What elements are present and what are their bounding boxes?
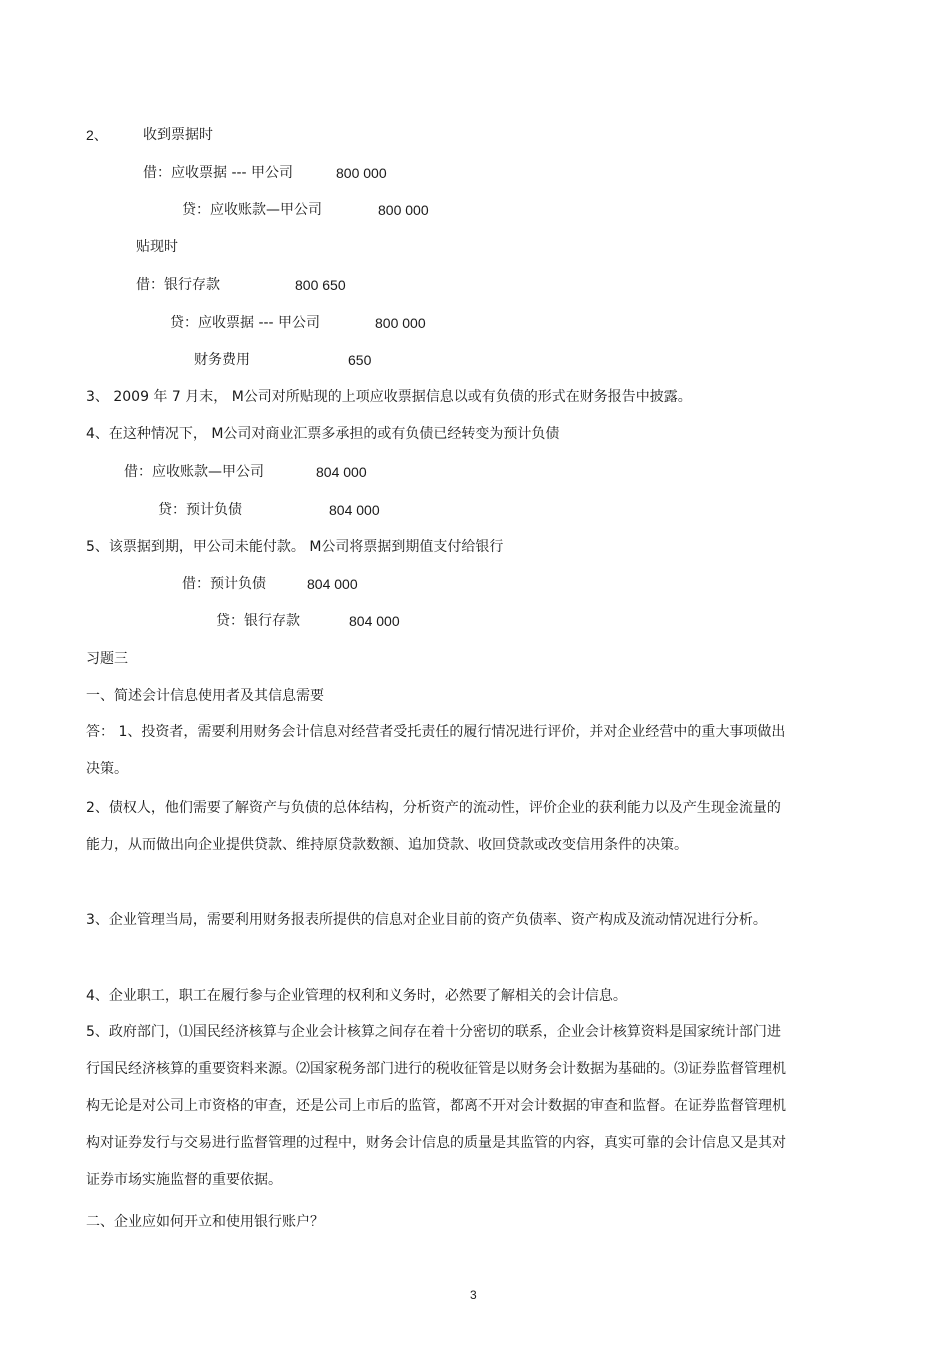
- journal-amount: 800 000: [378, 202, 429, 218]
- section-title: 习题三: [86, 651, 128, 667]
- journal-amount: 650: [348, 352, 372, 368]
- journal-amount: 800 000: [375, 315, 426, 331]
- page-number: 3: [470, 1288, 477, 1302]
- journal-amount: 804 000: [349, 613, 400, 629]
- journal-credit: 贷：银行存款: [216, 613, 300, 629]
- answer-paragraph: 4、企业职工，职工在履行参与企业管理的权利和义务时，必然要了解相关的会计信息。: [86, 988, 627, 1004]
- journal-credit: 贷：应收票据 --- 甲公司: [170, 315, 321, 331]
- question-heading: 一、简述会计信息使用者及其信息需要: [86, 688, 324, 704]
- section-label: 贴现时: [136, 239, 178, 255]
- journal-credit: 贷：应收账款—甲公司: [182, 202, 322, 218]
- journal-credit: 财务费用: [194, 352, 250, 368]
- journal-amount: 804 000: [316, 464, 367, 480]
- paragraph: 5、该票据到期，甲公司未能付款。 M公司将票据到期值支付给银行: [86, 539, 504, 555]
- question-heading: 二、企业应如何开立和使用银行账户？: [86, 1214, 324, 1230]
- answer-paragraph: 2、债权人，他们需要了解资产与负债的总体结构，分析资产的流动性，评价企业的获利能力以及产生现金流量的能力，从而做出向企业提供贷款、维持原贷款数额、追加贷款、收回贷款或改变信用条件的决策。: [86, 800, 781, 853]
- item-title: 收到票据时: [143, 127, 213, 143]
- answer-paragraph: 答： 1、投资者，需要利用财务会计信息对经营者受托责任的履行情况进行评价，并对企业经营中的重大事项做出决策。: [86, 724, 786, 777]
- journal-debit: 借：银行存款: [136, 277, 220, 293]
- journal-amount: 800 650: [295, 277, 346, 293]
- answer-paragraph: 3、企业管理当局，需要利用财务报表所提供的信息对企业目前的资产负债率、资产构成及流动情况进行分析。: [86, 912, 767, 928]
- journal-debit: 借：应收票据 --- 甲公司: [143, 165, 294, 181]
- answer-paragraph: 5、政府部门，⑴国民经济核算与企业会计核算之间存在着十分密切的联系，企业会计核算资料是国家统计部门进行国民经济核算的重要资料来源。⑵国家税务部门进行的税收征管是以财务会计数据为基础的。⑶证券监督管理机构无论是对公司上市资格的审查，还是公司上市后的监管，都离不开对会计数据的审查和监督。在证券监督管理机构对证券发行与交易进行监督管理的过程中，财务会计信息的质量是其监管的内容，真实可靠的会计信息又是其对证券市场实施监督的重要依据。: [86, 1024, 786, 1188]
- journal-amount: 804 000: [329, 502, 380, 518]
- journal-debit: 借：预计负债: [182, 576, 266, 592]
- journal-amount: 804 000: [307, 576, 358, 592]
- paragraph: 3、 2009 年 7 月末， M公司对所贴现的上项应收票据信息以或有负债的形式在财务报告中披露。: [86, 389, 692, 405]
- paragraph: 4、在这种情况下， M公司对商业汇票多承担的或有负债已经转变为预计负债: [86, 426, 560, 442]
- journal-credit: 贷：预计负债: [158, 502, 242, 518]
- journal-amount: 800 000: [336, 165, 387, 181]
- item-number: 2、: [86, 127, 108, 143]
- journal-debit: 借：应收账款—甲公司: [124, 464, 264, 480]
